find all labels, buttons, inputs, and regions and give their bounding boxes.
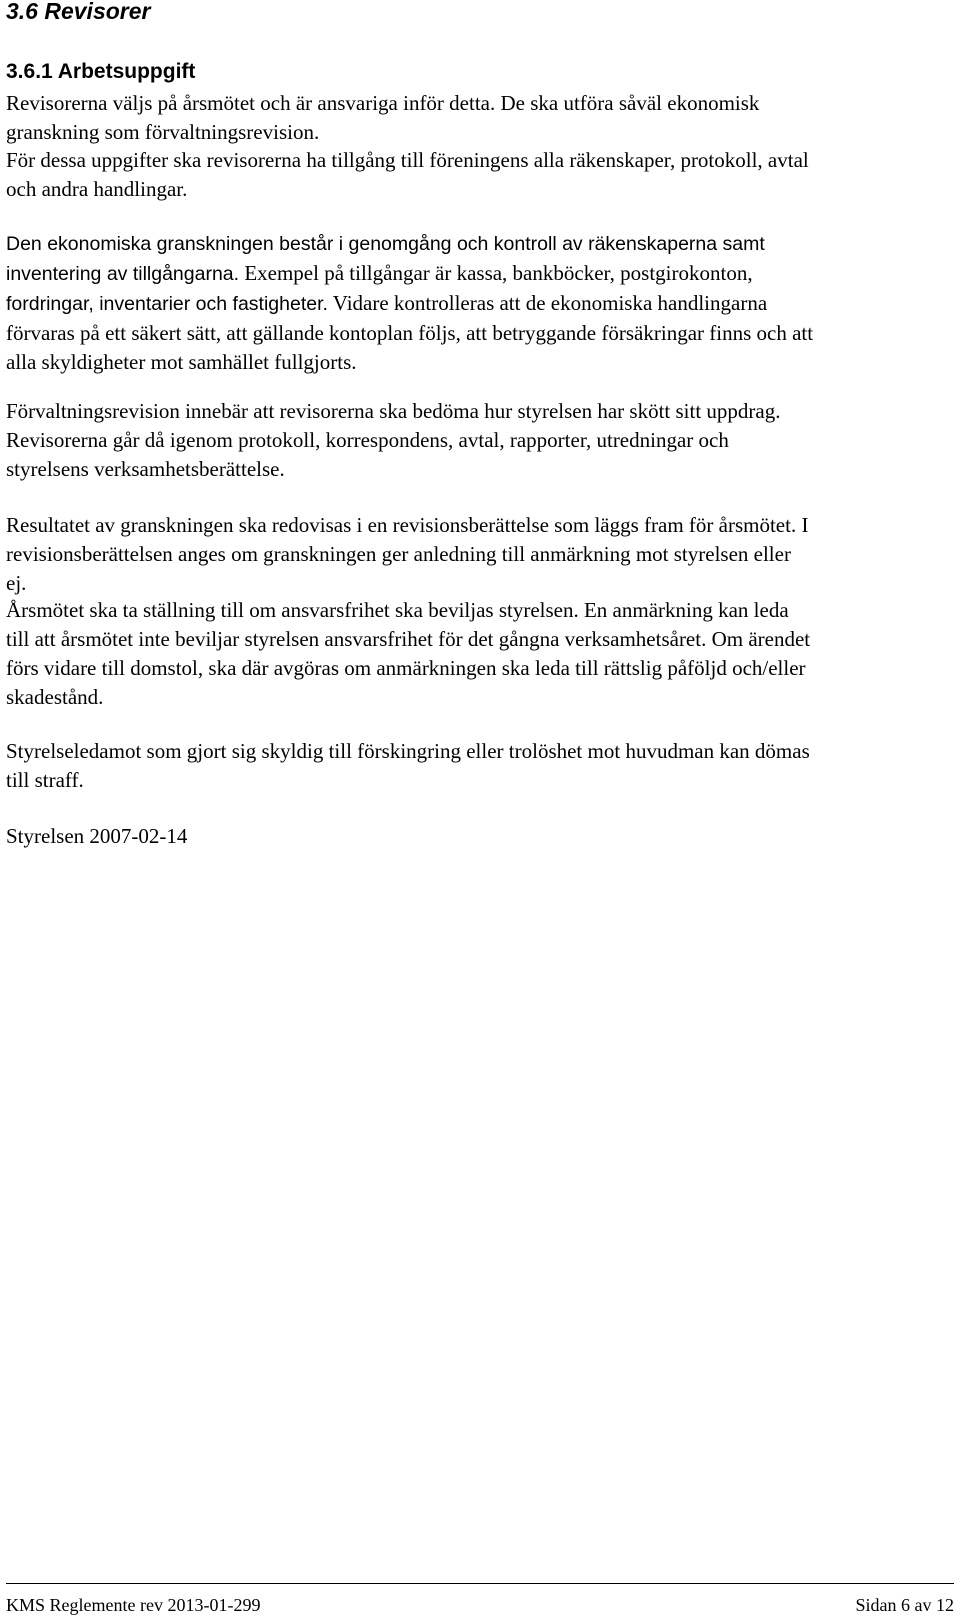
paragraph-6 (6, 596, 954, 712)
text-line: För dessa uppgifter ska revisorerna ha tillgång till föreningens alla räkenskaper, protokoll, avtal (6, 148, 809, 172)
text-line: styrelsens verksamhetsberättelse. (6, 457, 285, 481)
text-line: Revisorerna väljs på årsmötet och är ansvariga inför detta. De ska utföra såväl ekonomisk (6, 91, 760, 115)
text-line: och andra handlingar. (6, 177, 188, 201)
text-line: Årsmötet ska ta ställning till om ansvarsfrihet ska beviljas styrelsen. En anmärkning kan leda (6, 598, 789, 622)
text-line: förs vidare till domstol, ska där avgöras om anmärkningen ska leda till rättslig påföljd och/eller (6, 656, 806, 680)
text-line: granskning som förvaltningsrevision. (6, 120, 320, 144)
text-line: alla skyldigheter mot samhället fullgjorts. (6, 350, 357, 374)
signature-line (6, 822, 954, 851)
text-line: Exempel på tillgångar är kassa, bankböcker, postgirokonton, (239, 261, 753, 285)
paragraph-7 (6, 737, 954, 795)
paragraph-3 (6, 230, 954, 377)
text-line: ej. (6, 571, 27, 595)
text-line: skadestånd. (6, 685, 104, 709)
paragraph-1 (6, 89, 954, 147)
section-heading: 3.6 Revisorer (6, 0, 151, 24)
text-line: Resultatet av granskningen ska redovisas i en revisionsberättelse som läggs fram för årsmötet. I (6, 513, 809, 537)
text-line: Vidare kontrolleras att de ekonomiska handlingarna (327, 291, 768, 315)
footer-document-ref: KMS Reglemente rev 2013-01-299 (6, 1595, 261, 1615)
text-line: Styrelseledamot som gjort sig skyldig till förskingring eller trolöshet mot huvudman kan dömas (6, 739, 810, 763)
text-line: Förvaltningsrevision innebär att revisorerna ska bedöma hur styrelsen har skött sitt uppdrag. (6, 399, 781, 423)
signature-text: Styrelsen 2007-02-14 (6, 824, 188, 848)
text-line: förvaras på ett säkert sätt, att gällande kontoplan följs, att betryggande försäkringar finns och att (6, 321, 814, 345)
paragraph-2 (6, 146, 954, 204)
paragraph-4 (6, 397, 954, 484)
text-line: inventering av tillgångarna. (6, 263, 240, 285)
footer-divider (6, 1583, 954, 1584)
text-line: Den ekonomiska granskningen består i genomgång och kontroll av räkenskaperna samt (6, 233, 765, 255)
subsection-heading: 3.6.1 Arbetsuppgift (6, 60, 196, 83)
footer-page-number: Sidan 6 av 12 (855, 1595, 954, 1615)
text-line: revisionsberättelsen anges om granskningen ger anledning till anmärkning mot styrelsen eller (6, 542, 791, 566)
text-line: till straff. (6, 768, 84, 792)
text-line: Revisorerna går då igenom protokoll, korrespondens, avtal, rapporter, utredningar och (6, 428, 729, 452)
paragraph-5 (6, 511, 954, 598)
text-line: till att årsmötet inte beviljar styrelsen ansvarsfrihet för det gångna verksamhetsåret. Om ärendet (6, 627, 811, 651)
text-line: fordringar, inventarier och fastigheter. (6, 293, 328, 315)
